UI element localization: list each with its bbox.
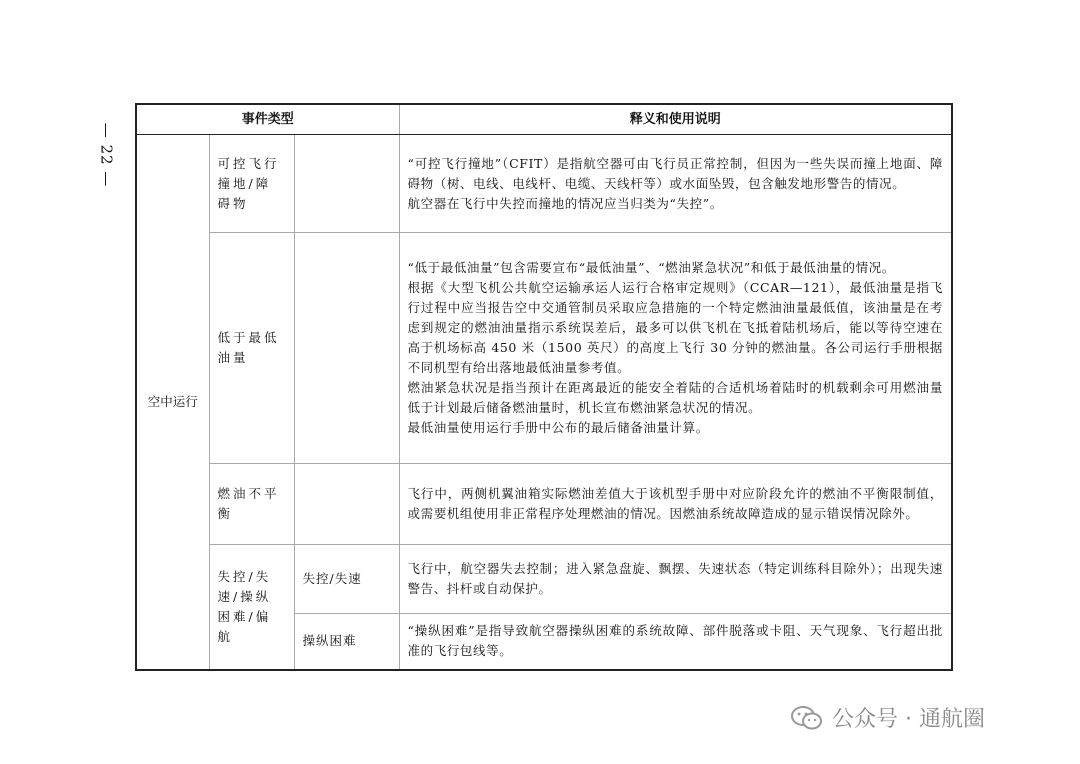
wechat-icon (790, 704, 824, 732)
definition-text: 根据《大型飞机公共航空运输承运人运行合格审定规则》（CCAR—121），最低油量是指飞行过程中应当报告空中交通管制员采取应急措施的一个特定燃油油量最低值，该油量是在考虑到规定的燃油油量指示系统误差后，最多可以供飞机在飞抵着陆机场后，能以等待空速在高于机场标高 450 米（1500 英尺）的高度上飞行 30 分钟的燃油量。各公司运行手册根据不同机型有给出落地最低油量参考值。 (407, 280, 943, 375)
definition-text: 燃油紧急状况是指当预计在距离最近的能安全着陆的合适机场着陆时的机载剩余可用燃油量低于计划最后储备燃油量时，机长宣布燃油紧急状况的情况。 (407, 380, 943, 415)
table-row (136, 545, 952, 614)
subtype-cell: 失控/失速 (294, 545, 399, 614)
definition-cell (399, 545, 952, 614)
event-type-table (135, 103, 953, 671)
event-type-cell: 燃油不平衡 (209, 464, 294, 545)
definition-text: 最低油量使用运行手册中公布的最后储备油量计算。 (407, 420, 709, 435)
definition-cell (399, 614, 952, 670)
definition-text: “低于最低油量”包含需要宣布“最低油量”、“燃油紧急状况”和低于最低油量的情况。 (407, 260, 895, 275)
definition-cell (399, 135, 952, 233)
table-header-row (136, 104, 952, 135)
watermark-text: 公众号 · 通航圈 (832, 707, 985, 732)
watermark (790, 702, 985, 733)
header-event-type: 事件类型 (136, 104, 399, 135)
definition-text: 飞行中，航空器失去控制；进入紧急盘旋、飘摆、失速状态（特定训练科目除外）；出现失速警告、抖杆或自动保护。 (407, 561, 943, 596)
subtype-cell (294, 135, 399, 233)
table-row (136, 233, 952, 464)
subtype-cell (294, 464, 399, 545)
definition-cell (399, 464, 952, 545)
event-type-cell: 可控飞行撞地/障碍物 (209, 135, 294, 233)
table-row (136, 135, 952, 233)
subtype-cell: 操纵困难 (294, 614, 399, 670)
definition-cell (399, 233, 952, 464)
category-cell: 空中运行 (136, 135, 209, 670)
event-type-cell: 失控/失速/操纵困难/偏航 (209, 545, 294, 670)
definition-text: 飞行中，两侧机翼油箱实际燃油差值大于该机型手册中对应阶段允许的燃油不平衡限制值，或需要机组使用非正常程序处理燃油的情况。因燃油系统故障造成的显示错误情况除外。 (407, 486, 943, 521)
header-definition: 释义和使用说明 (399, 104, 952, 135)
table-row (136, 464, 952, 545)
definition-text: 航空器在飞行中失控而撞地的情况应当归类为“失控”。 (407, 195, 723, 211)
definition-text: “操纵困难”是指导致航空器操纵困难的系统故障、部件脱落或卡阻、天气现象、飞行超出批准的飞行包线等。 (407, 623, 943, 659)
event-type-cell: 低于最低油量 (209, 233, 294, 464)
page-number: — 22 — (97, 122, 115, 188)
definition-text: “可控飞行撞地”（CFIT）是指航空器可由飞行员正常控制，但因为一些失误而撞上地面、障碍物（树、电线、电线杆、电缆、天线杆等）或水面坠毁，包含触发地形警告的情况。 (407, 155, 943, 191)
subtype-cell (294, 233, 399, 464)
